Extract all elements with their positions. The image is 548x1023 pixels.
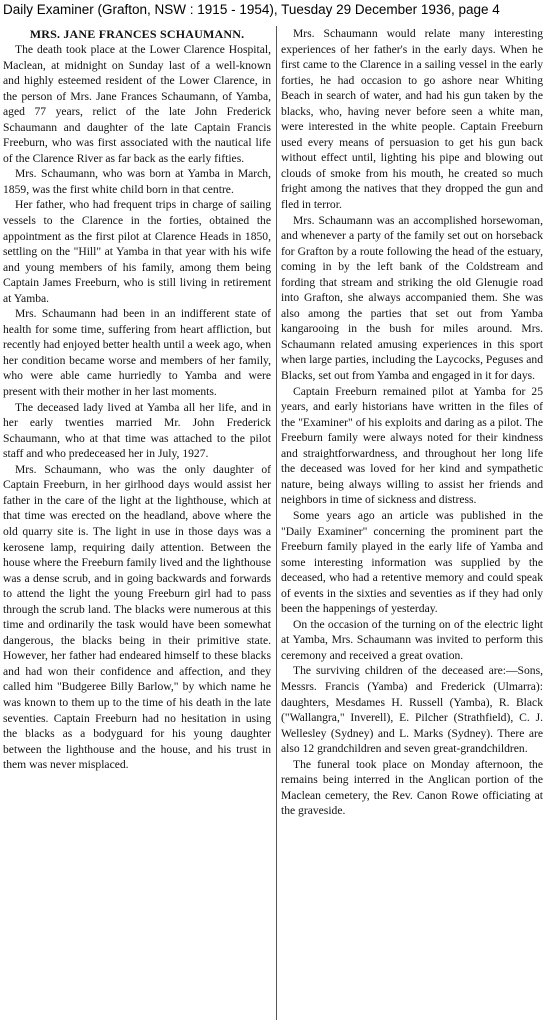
paragraph: Mrs. Schaumann was an accomplished horsewoman, and whenever a party of the family set out on horseback for Grafton by a route following the head of the estuary, coming in by the left bank of the Coldstream and fording that stream and striking the old Glenugie road into Grafton, she always accompanied them. She was also among the parties that set out from Yamba kangarooing in the bush for miles around. Mrs. Schaumann related amusing experiences in this sport when large parties, including the Laycocks, Peguses and Blacks, set out from Yamba and engaged in it for days.: [281, 213, 543, 383]
left-column: [3, 26, 271, 1018]
paragraph: Mrs. Schaumann would relate many interesting experiences of her father's in the early days. When he first came to the Clarence in a sailing vessel in the early forties, he had occasion to go ashore near Whiting Beach in search of water, and had his gun taken by the blacks, who, having never before seen a white man, were interested in the white people. Captain Freeburn used every means of persuasion to get his gun back without effect until, lighting his pipe and blowing out clouds of smoke from his mouth, he created so much fright among the natives that they dropped the gun and fled in terror.: [281, 27, 543, 212]
article-title: MRS. JANE FRANCES SCHAUMANN.: [29, 27, 245, 41]
paragraph: The death took place at the Lower Clarence Hospital, Maclean, at midnight on Sunday last of a well-known and highly esteemed resident of the Lower Clarence, in the person of Mrs. Jane Frances Schaumann, of Yamba, aged 77 years, relict of the late John Frederick Schaumann and daughter of the late Captain Francis Freeburn, who was first associated with the nautical life of the Clarence River as far back as the early fifties.: [3, 43, 271, 165]
page-header: [0, 0, 548, 22]
paragraph: Mrs. Schaumann, who was born at Yamba in March, 1859, was the first white child born in that centre.: [3, 167, 271, 196]
paragraph: Some years ago an article was published in the "Daily Examiner" concerning the prominent part the Freeburn family played in the early life of Yamba and some interesting information was supplied by the deceased, who had a retentive memory and could speak of events in the sixties and seventies as if they had only been the happenings of yesterday.: [281, 508, 543, 616]
paragraph: The surviving children of the deceased are:—Sons, Messrs. Francis (Yamba) and Frederick (Ulmarra): daughters, Mesdames H. Russell (Yamba), R. Black ("Wallangra," Inverell), E. Pilcher (Strathfield), C. J. Wellesley (Sydney) and L. Marks (Sydney). There are also 12 grandchildren and seven great-grandchildren.: [281, 664, 543, 756]
right-column: [281, 26, 543, 1018]
header-source-line: Daily Examiner (Grafton, NSW : 1915 - 1954), Tuesday 29 December 1936, page 4: [3, 2, 500, 17]
paragraph: The funeral took place on Monday afternoon, the remains being interred in the Anglican portion of the Maclean cemetery, the Rev. Canon Rowe officiating at the graveside.: [281, 757, 543, 818]
paragraph: On the occasion of the turning on of the electric light at Yamba, Mrs. Schaumann was invited to perform this ceremony and received a great ovation.: [281, 617, 543, 662]
paragraph: Her father, who had frequent trips in charge of sailing vessels to the Clarence in the forties, obtained the appointment as the first pilot at Clarence Heads in 1850, settling on the "Hill" at Yamba in that year with his wife and young members of his family, among them being Captain James Freeburn, who is still living in retirement at Yamba.: [3, 198, 271, 305]
paragraph: Mrs. Schaumann had been in an indifferent state of health for some time, suffering from heart affliction, but recently had enjoyed better health until a week ago, when her condition became worse and members of her family, who were able came hurriedly to Yamba and were present with their mother in her last moments.: [3, 307, 271, 399]
paragraph: The deceased lady lived at Yamba all her life, and in her early twenties married Mr. John Frederick Schaumann, who at that time was attached to the pilot staff and who predeceased her in July, 1927.: [3, 400, 271, 461]
paragraph: Captain Freeburn remained pilot at Yamba for 25 years, and early historians have written in the files of the "Examiner" of his exploits and daring as a pilot. The Freeburn family were always noted for their kindness and straightforwardness, and throughout her long life the deceased was loved for her kind and sympathetic nature, being always willing to assist her friends and neighbors in time of sickness and distress.: [281, 384, 543, 507]
paragraph: Mrs. Schaumann, who was the only daughter of Captain Freeburn, in her girlhood days would assist her father in the care of the light at the lighthouse, which at that time was erected on the headland, above where the old quarry site is. The light in use in those days was a kerosene lamp, requiring daily attention. Between the house where the Freeburn family lived and the lighthouse was a dense scrub, and in going backwards and forwards to attend the light the young Freeburn girl had to pass through the scrub land. The blacks were numerous at this time and ordinarily the task would have been somewhat dangerous, the blacks being in their primitive state. However, her father had endeared himself to these blacks and had won their confidence and affection, and they called him "Budgeree Billy Barlow," by which name he was known to them up to the time of his death in the late seventies. Captain Freeburn had no hesitation in using the blacks as a bodyguard for his young daughter between the lighthouse and the house, and his trust in them was never misplaced.: [3, 462, 271, 772]
column-divider: [276, 26, 277, 1020]
